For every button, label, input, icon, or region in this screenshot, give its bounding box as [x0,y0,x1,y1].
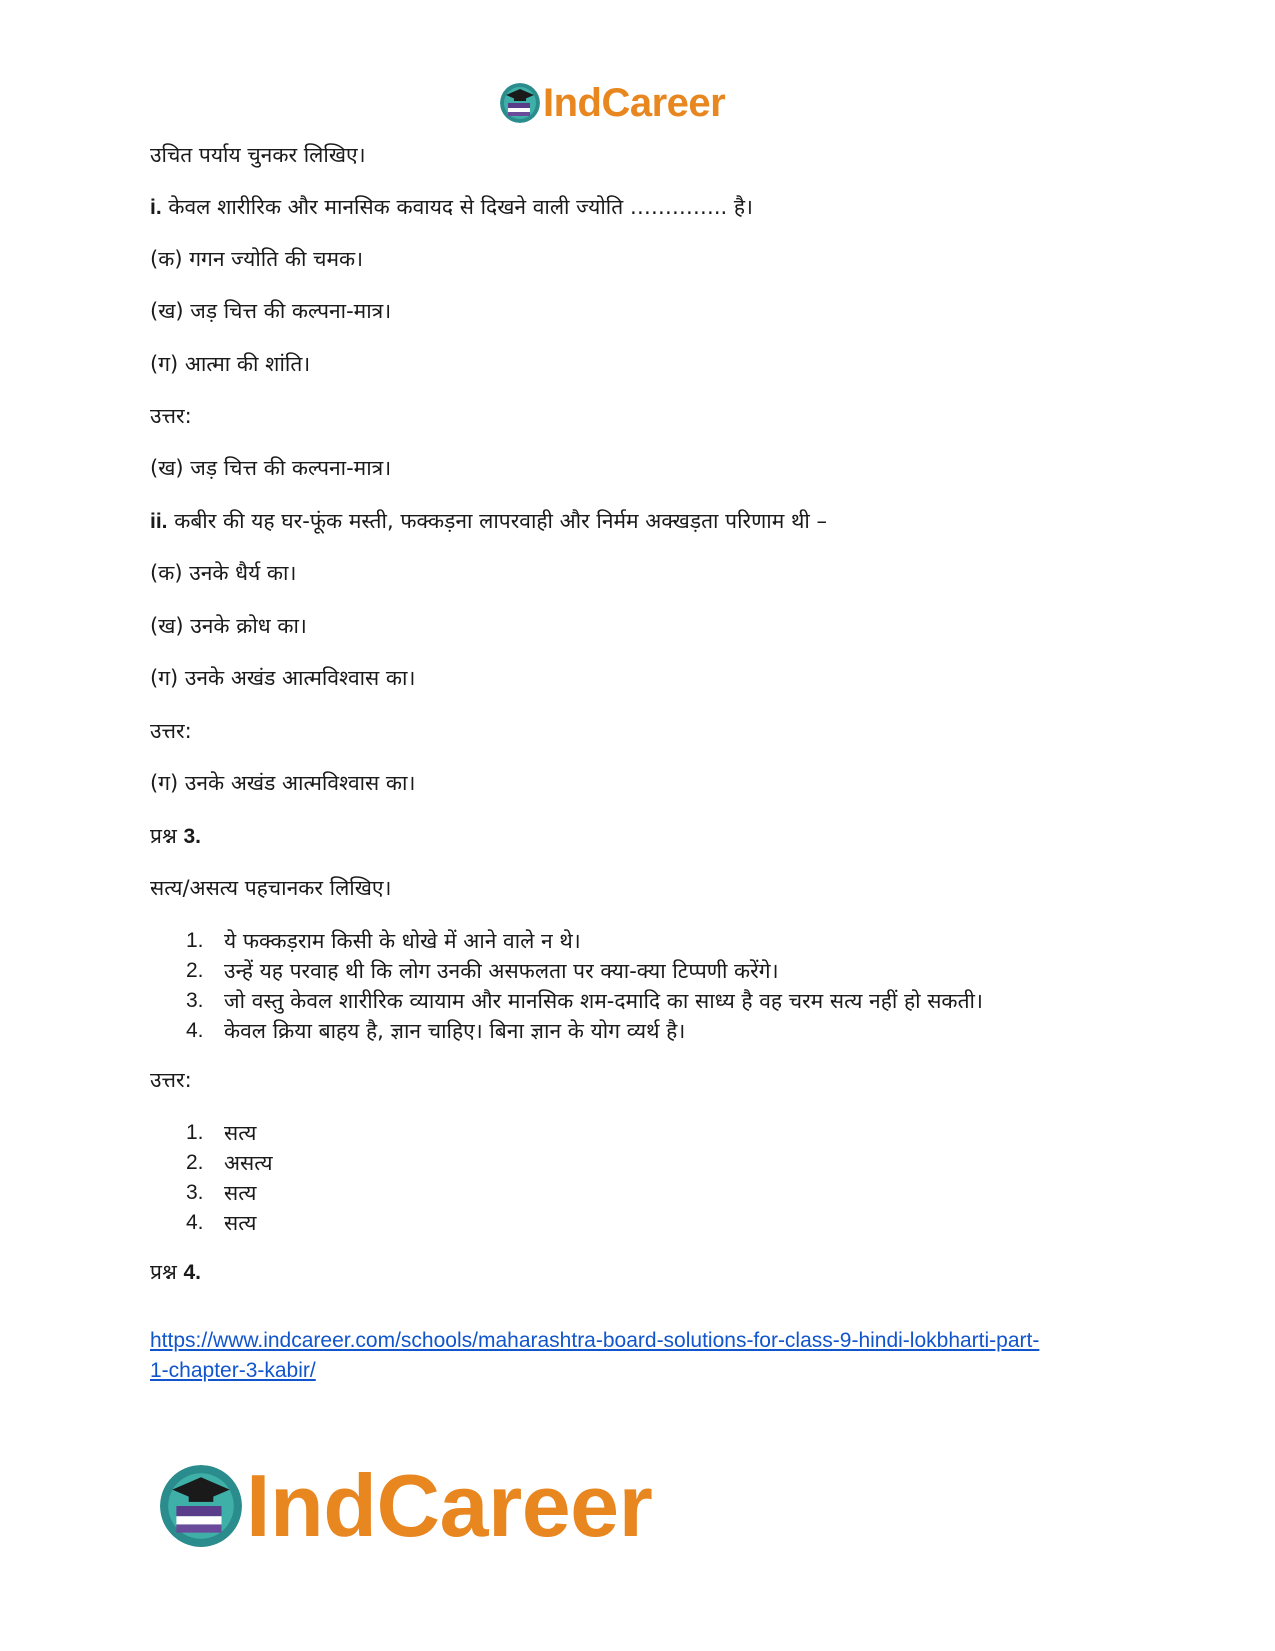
option-ka: (क) गगन ज्योति की चमक। [150,247,364,271]
question-3-heading [150,821,201,852]
graduation-globe-icon [160,1465,242,1547]
list-item: 3. जो वस्तु केवल शारीरिक व्यायाम और मानसिक शम-दमादि का साध्य है वह चरम सत्य नहीं हो सकती। [186,989,983,1013]
option-ga: (ग) उनके अखंड आत्मविश्वास का। [150,666,416,690]
header-logo [500,80,725,126]
list-item: 4. केवल क्रिया बाहय है, ज्ञान चाहिए। बिना ज्ञान के योग व्यर्थ है। [186,1019,686,1043]
source-link[interactable]: https://www.indcareer.com/schools/maharashtra-board-solutions-for-class-9-hindi-lokbharti-part- 1-chapter-3-kabir/ [150,1329,1040,1382]
option-ga: (ग) आत्मा की शांति। [150,352,311,376]
question-text: कबीर की यह घर-फूंक मस्ती, फक्कड़ना लापरवाही और निर्मम अक्खड़ता परिणाम थी – [167,509,827,533]
heading-number: 3. [183,825,201,848]
answer-text: (ग) उनके अखंड आत्मविश्वास का। [150,771,416,795]
option-kha: (ख) उनके क्रोध का। [150,614,307,638]
answer-label: उत्तर: [150,1068,192,1092]
option-ka: (क) उनके धैर्य का। [150,561,297,585]
question-ii [150,506,827,537]
question-4-heading [150,1257,201,1288]
question-text: केवल शारीरिक और मानसिक कवायद से दिखने वाली ज्योति ………….. है। [161,195,754,219]
footer-logo [160,1458,652,1554]
list-item: 4. सत्य [186,1211,257,1235]
heading-word: प्रश्न [150,824,177,848]
question-i [150,192,753,223]
heading-word: प्रश्न [150,1260,177,1284]
list-item: 3. सत्य [186,1181,257,1205]
question-number: i. [150,196,162,219]
list-item: 1. ये फक्कड़राम किसी के धोखे में आने वाले न थे। [186,929,581,953]
brand-logo-text: IndCareer [246,1456,653,1555]
list-item: 2. असत्य [186,1151,273,1175]
list-item: 1. सत्य [186,1121,257,1145]
answer-label: उत्तर: [150,719,192,743]
brand-logo-text: IndCareer [543,81,726,125]
answer-label: उत्तर: [150,404,192,428]
question-number: ii. [150,510,168,533]
statements-list [186,926,983,1046]
instruction-text: उचित पर्याय चुनकर लिखिए। [150,143,366,167]
list-item: 2. उन्हें यह परवाह थी कि लोग उनकी असफलता पर क्या-क्या टिप्पणी करेंगे। [186,959,779,983]
question-3-instruction: सत्य/असत्य पहचानकर लिखिए। [150,876,392,900]
answer-text: (ख) जड़ चित्त की कल्पना-मात्र। [150,456,392,480]
answers-list [186,1118,273,1238]
heading-number: 4. [183,1261,201,1284]
graduation-globe-icon [500,83,540,123]
option-kha: (ख) जड़ चित्त की कल्पना-मात्र। [150,299,392,323]
